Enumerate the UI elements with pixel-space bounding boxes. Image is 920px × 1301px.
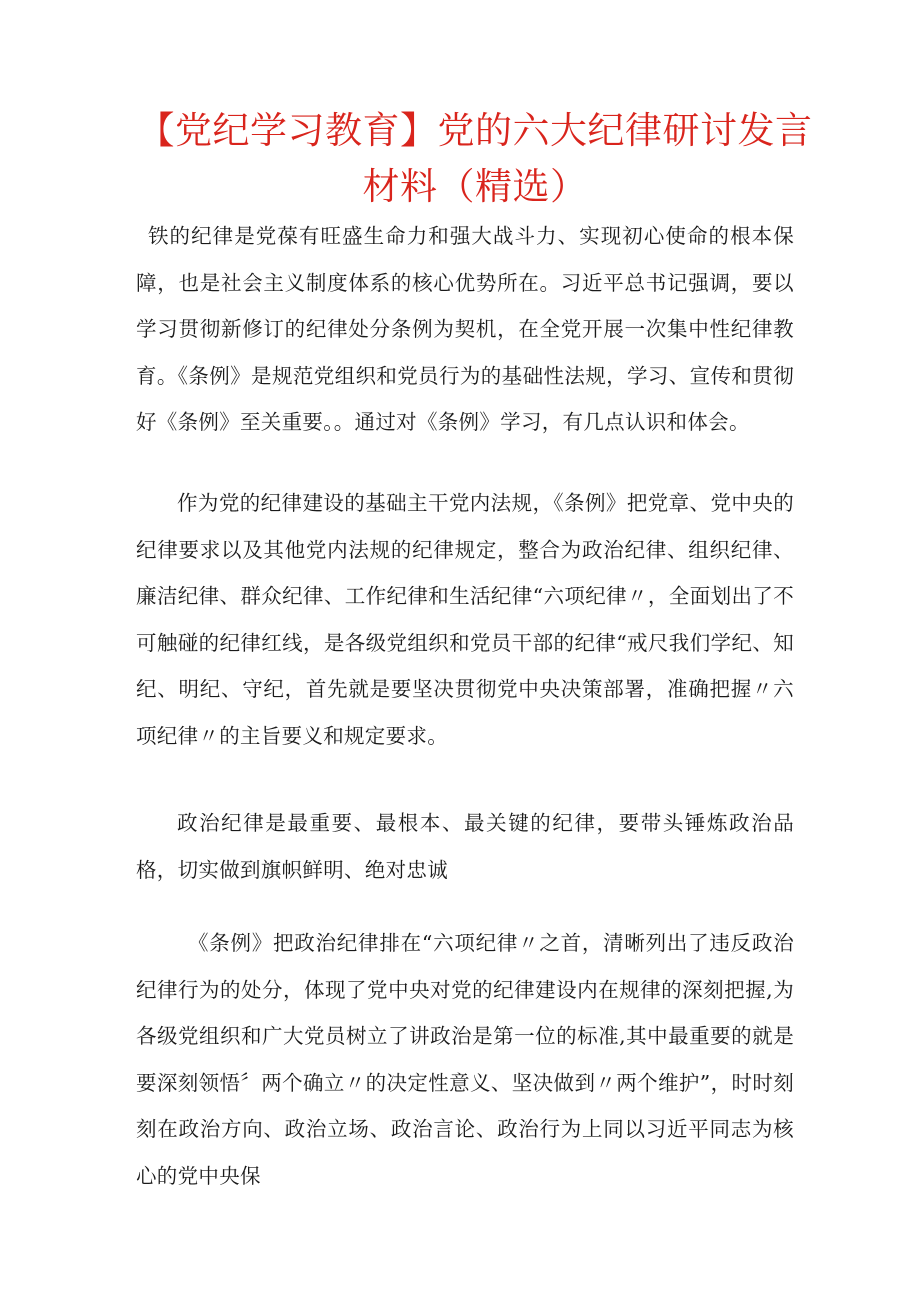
paragraph-six-disciplines: 作为党的纪律建设的基础主干党内法规，《条例》把党章、党中央的纪律要求以及其他党内法规的纪律规定，整合为政治纪律、组织纪律、廉洁纪律、群众纪律、工作纪律和生活纪律“六项纪律〃，全面划出了不可触碰的纪律红线，是各级党组织和党员干部的纪律“戒尺我们学纪、知纪、明纪、守纪，首先就是要坚决贯彻党中央决策部署，准确把握〃六项纪律〃的主旨要义和规定要求。 [136, 491, 794, 748]
document-title: 【党纪学习教育】党的六大纪律研讨发言材料（精选） [137, 109, 813, 208]
paragraph-political-discipline-heading: 政治纪律是最重要、最根本、最关键的纪律，要带头锤炼政治品格，切实做到旗帜鲜明、绝对忠诚 [136, 811, 794, 882]
paragraph-intro: 铁的纪律是党葆有旺盛生命力和强大战斗力、实现初心使命的根本保障，也是社会主义制度体系的核心优势所在。习近平总书记强调，要以学习贯彻新修订的纪律处分条例为契机，在全党开展一次集中性纪律教育。《条例》是规范党组织和党员行为的基础性法规，学习、宣传和贯彻好《条例》至关重要。。通过对《条例》学习，有几点认识和体会。 [136, 224, 794, 434]
paragraph-political-discipline-body: 《条例》把政治纪律排在“六项纪律〃之首，清晰列出了违反政治纪律行为的处分，体现了党中央对党的纪律建设内在规律的深刻把握,为各级党组织和广大党员树立了讲政治是第一位的标准,其中最重要的就是要深刻领悟〞两个确立〃的决定性意义、坚决做到〃两个维护”，时时刻刻在政治方向、政治立场、政治言论、政治行为上同以习近平同志为核心的党中央保 [136, 931, 794, 1188]
